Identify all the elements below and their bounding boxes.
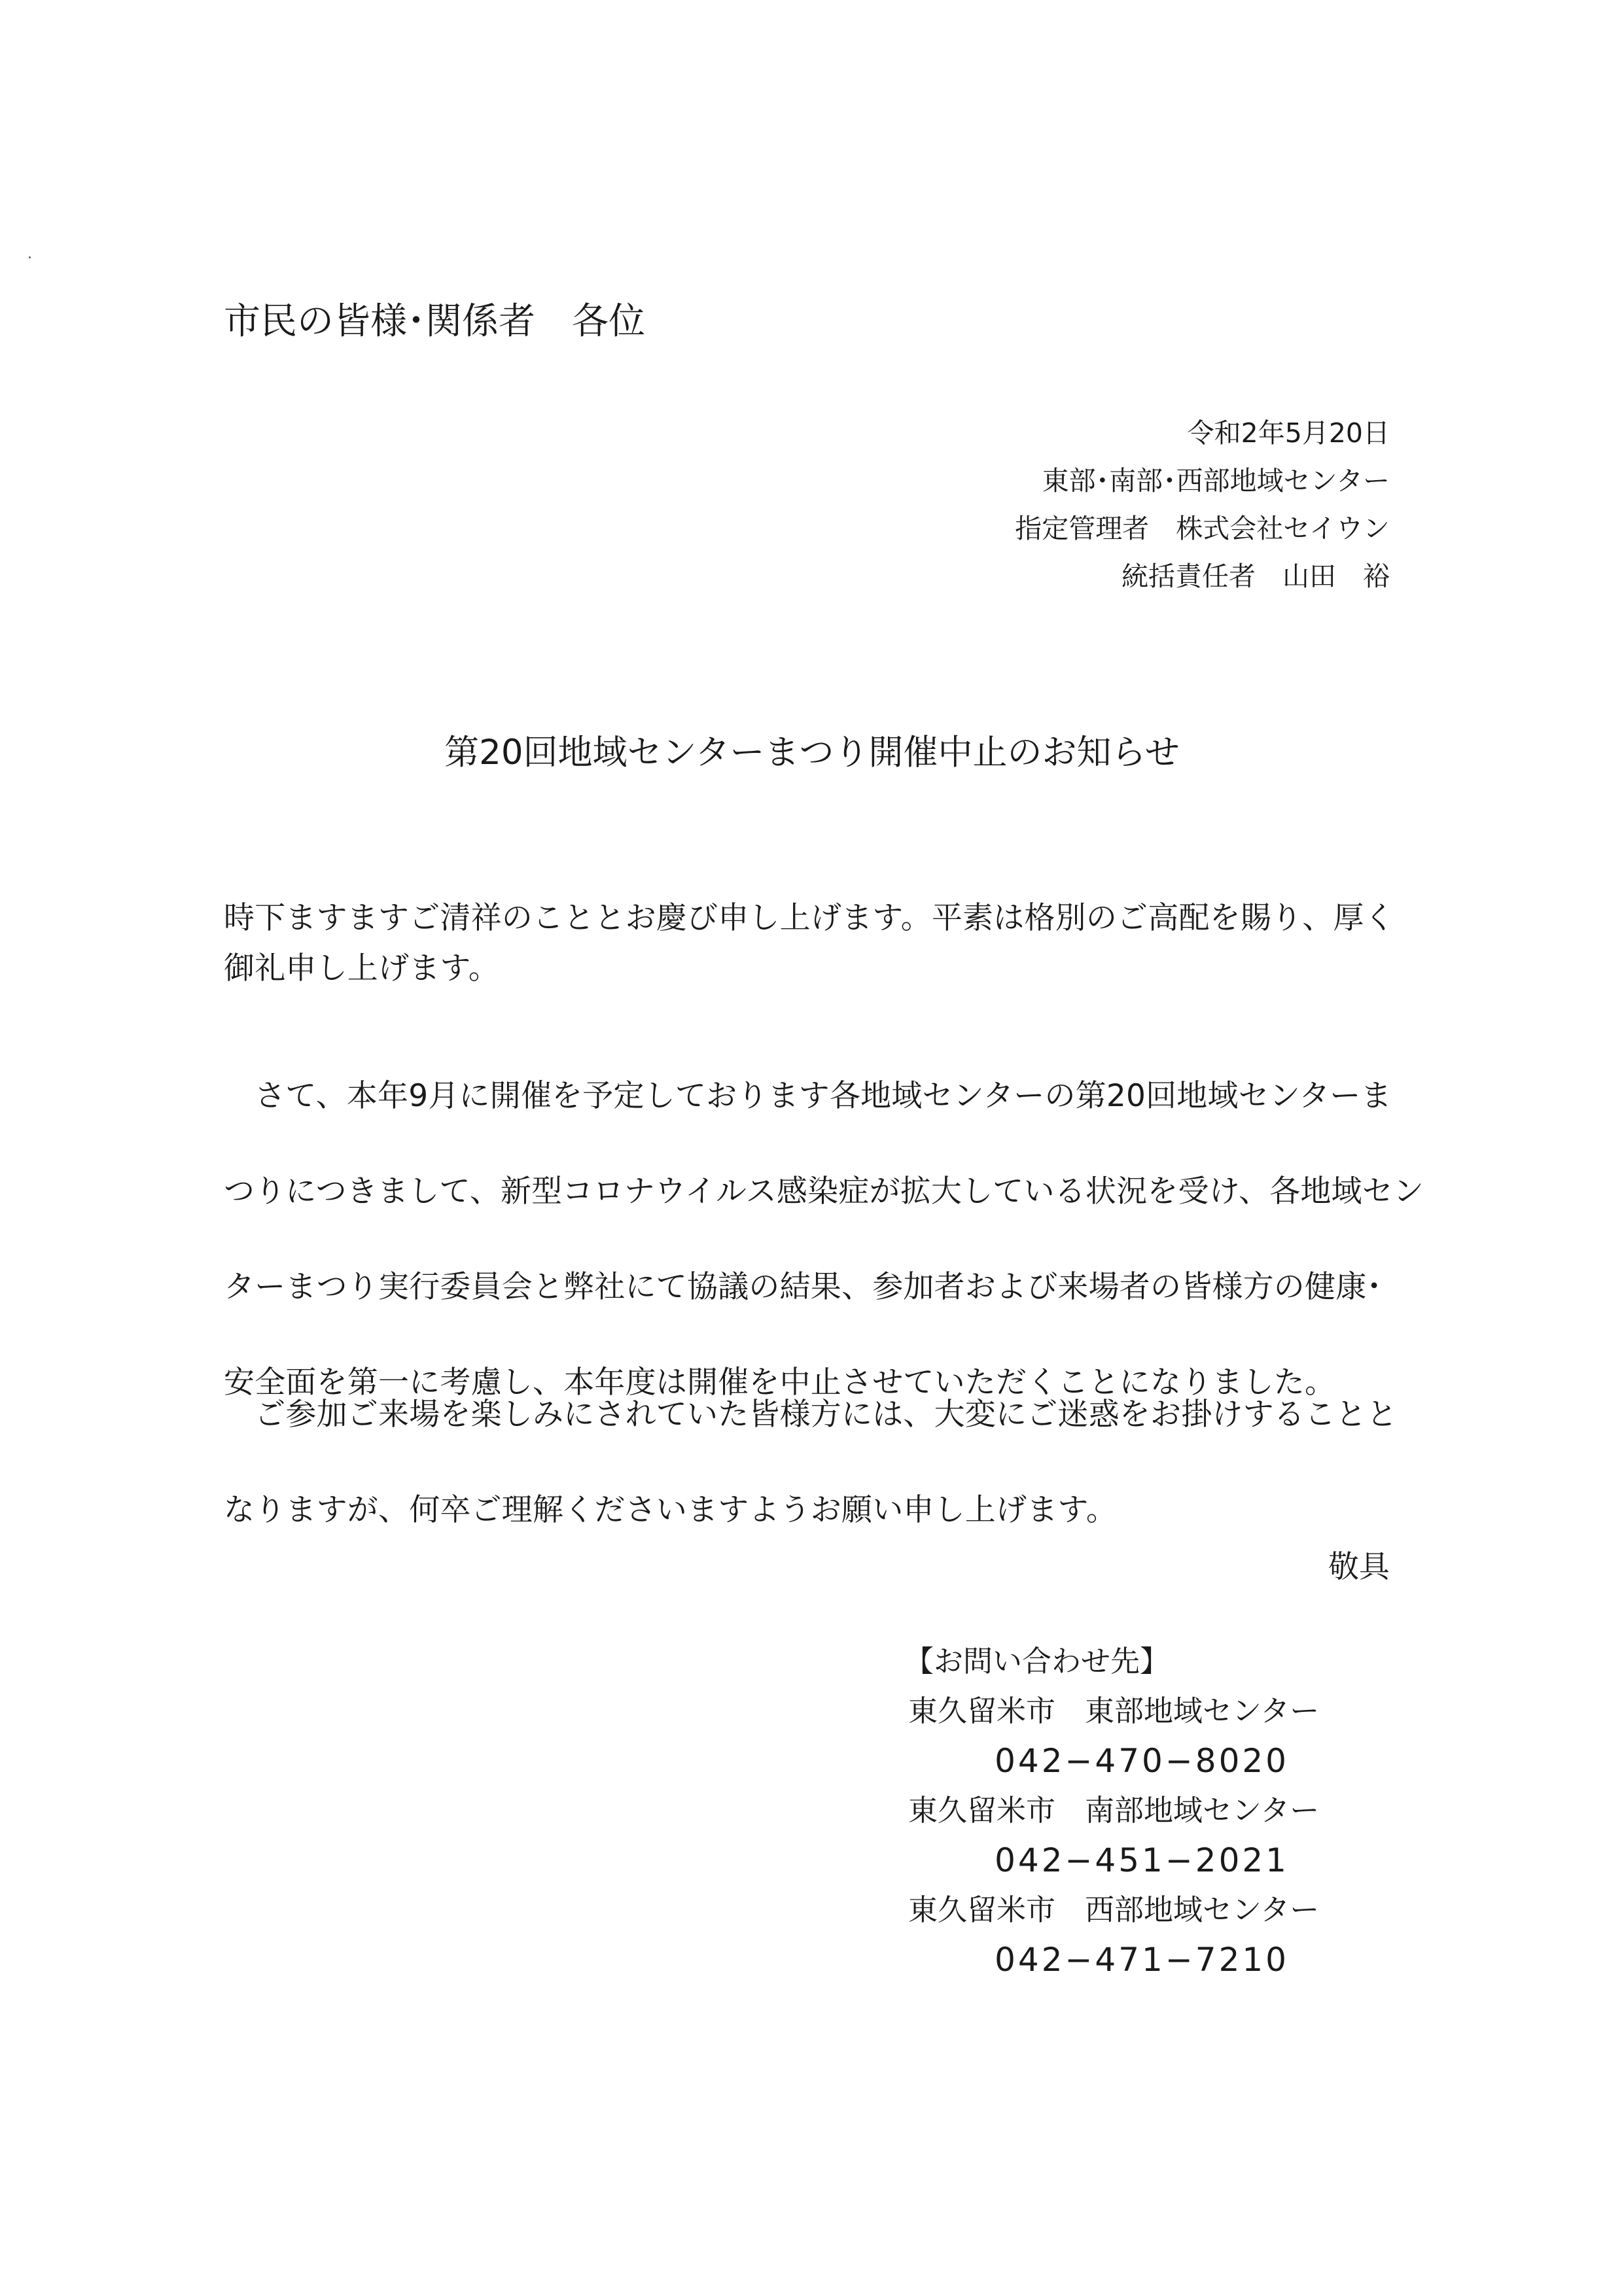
paragraph-line: 御礼申し上げます。 <box>224 950 500 986</box>
paragraph-line: さて、本年9月に開催を予定しております各地域センターの第20回地域センターま <box>224 1078 1392 1114</box>
center-name-west: 東久留米市 西部地域センター <box>908 1892 1320 1927</box>
center-name-east: 東久留米市 東部地域センター <box>908 1694 1320 1728</box>
document-title: 第20回地域センターまつり開催中止のお知らせ <box>444 733 1180 773</box>
phone-west: 042−471−7210 <box>995 1941 1289 1979</box>
sender-block <box>1015 409 1390 600</box>
contact-block <box>904 1637 1320 1985</box>
designated-manager: 指定管理者 株式会社セイウン <box>1015 513 1390 544</box>
paragraph-line: 安全面を第一に考慮し、本年度は開催を中止させていただくことになりました。 <box>224 1365 1336 1400</box>
paragraph-line: 時下ますますご清祥のこととお慶び申し上げます。平素は格別のご高配を賜り、厚く <box>224 900 1395 936</box>
paragraph-line: ご参加ご来場を楽しみにされていた皆様方には、大変にご迷惑をお掛けすることと <box>224 1397 1398 1433</box>
issue-date: 令和2年5月20日 <box>1187 417 1390 449</box>
paragraph-line: なりますが、何卒ご理解くださいますようお願い申し上げます。 <box>224 1492 1118 1528</box>
center-name-south: 東久留米市 南部地域センター <box>908 1793 1320 1828</box>
scan-speck <box>29 256 31 258</box>
closing-remark: 敬具 <box>1328 1549 1390 1585</box>
responsible-person: 統括責任者 山田 裕 <box>1121 561 1390 592</box>
contact-heading: 【お問い合わせ先】 <box>904 1644 1170 1679</box>
addressee: 市民の皆様･関係者 各位 <box>224 300 645 343</box>
phone-east: 042−470−8020 <box>995 1742 1289 1780</box>
apology-paragraph <box>224 1367 1398 1558</box>
phone-south: 042−451−2021 <box>995 1841 1289 1879</box>
sender-organization: 東部･南部･西部地域センター <box>1042 465 1390 496</box>
greeting-paragraph <box>224 893 1395 994</box>
paragraph-line: ターまつり実行委員会と弊社にて協議の結果、参加者および来場者の皆様方の健康･ <box>224 1269 1383 1305</box>
paragraph-line: つりにつきまして、新型コロナウイルス感染症が拡大している状況を受け、各地域セン <box>224 1174 1424 1209</box>
